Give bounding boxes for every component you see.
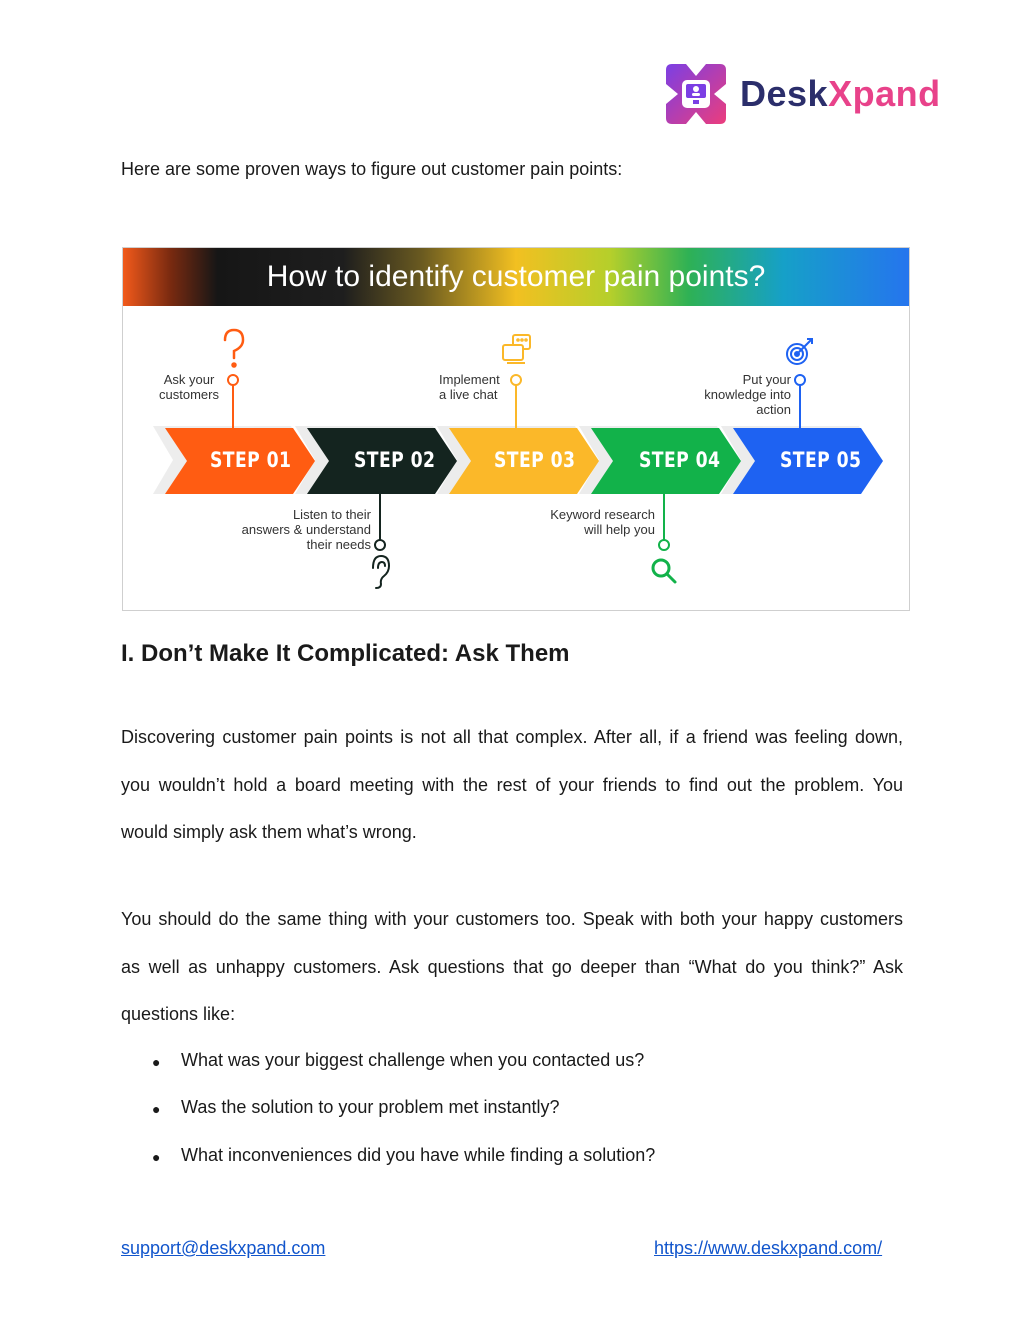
list-item — [152, 1097, 560, 1121]
list-item — [152, 1145, 655, 1169]
step-04-label: STEP 04 — [639, 448, 721, 472]
step-05-label: STEP 05 — [780, 448, 862, 472]
paragraph-2-line-1: You should do the same thing with your customers too. Speak with both your happy customers — [121, 909, 903, 929]
brand-name: DeskXpand — [740, 73, 941, 114]
paragraph-1-line-2: you wouldn’t hold a board meeting with the rest of your friends to find out the problem. You — [121, 775, 903, 795]
step-01-label: STEP 01 — [210, 448, 292, 472]
live-chat-icon — [503, 335, 530, 363]
step-02-note: Listen to their answers & understand their needs — [241, 507, 371, 552]
paragraph-2-line-2: as well as unhappy customers. Ask questions that go deeper than “What do you think?” Ask — [121, 957, 903, 977]
paragraph-2-line-3: questions like: — [121, 1004, 236, 1024]
step-04-note: Keyword research will help you — [550, 507, 655, 537]
step-01-note: Ask your customers — [159, 372, 219, 402]
question-mark-icon — [225, 330, 243, 367]
step-03-label: STEP 03 — [494, 448, 576, 472]
infographic-title: How to identify customer pain points? — [266, 260, 766, 293]
step-03-note: Implement a live chat — [439, 372, 500, 402]
target-icon — [787, 339, 812, 364]
brand-logo — [664, 60, 941, 128]
intro-text: Here are some proven ways to figure out customer pain points: — [121, 159, 623, 179]
bullet-icon: ● — [152, 1149, 161, 1165]
magnifier-icon — [653, 560, 675, 582]
list-item-text: What inconveniences did you have while finding a solution? — [181, 1145, 656, 1165]
step-05-note: Put your knowledge into action — [704, 372, 791, 417]
deskxpand-logo-icon — [664, 62, 728, 126]
list-item — [152, 1050, 644, 1074]
paragraph-1-line-1: Discovering customer pain points is not all that complex. After all, if a friend was feeling down, — [121, 727, 903, 747]
infographic — [122, 247, 910, 611]
website-link[interactable]: https://www.deskxpand.com/ — [654, 1238, 883, 1258]
list-item-text: Was the solution to your problem met instantly? — [181, 1097, 560, 1117]
support-email-link[interactable]: support@deskxpand.com — [121, 1238, 326, 1258]
ear-icon — [373, 556, 389, 588]
section-heading: I. Don’t Make It Complicated: Ask Them — [121, 640, 570, 667]
list-item-text: What was your biggest challenge when you contacted us? — [181, 1050, 645, 1070]
step-02-label: STEP 02 — [354, 448, 436, 472]
bullet-icon: ● — [152, 1054, 161, 1070]
paragraph-1-line-3: would simply ask them what’s wrong. — [121, 822, 417, 842]
bullet-icon: ● — [152, 1101, 161, 1117]
